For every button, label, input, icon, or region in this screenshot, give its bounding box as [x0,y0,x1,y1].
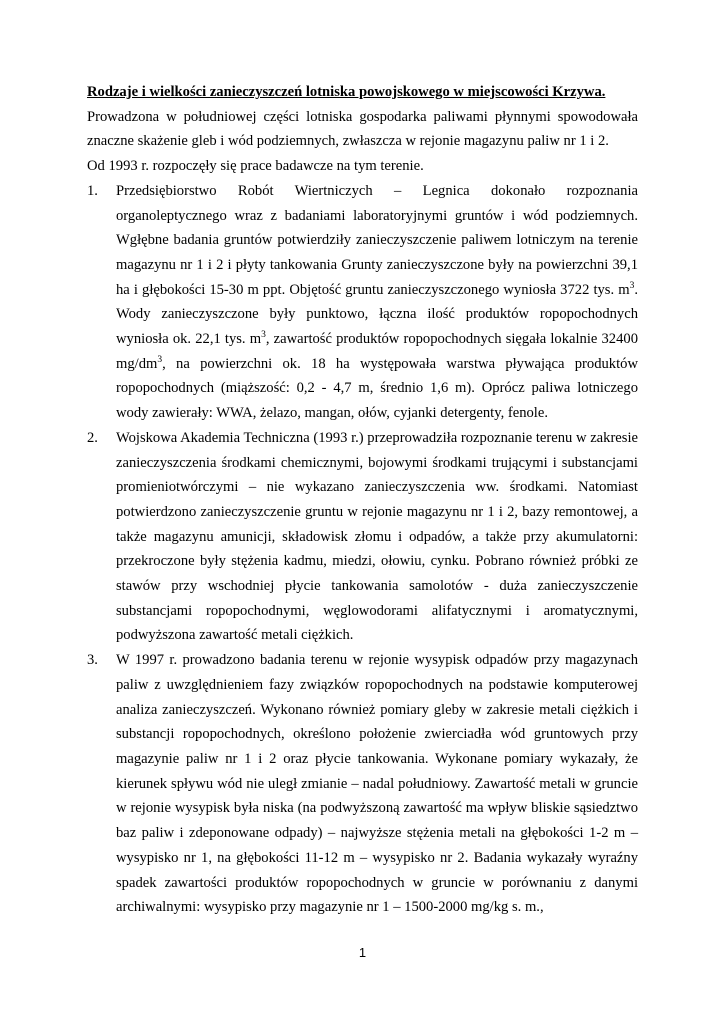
list-item-text: W 1997 r. prowadzono badania terenu w rejonie wysypisk odpadów przy magazynach paliw z uwzględnieniem fazy związków ropopochodnych na podstawie komputerowej analiza zanieczyszczeń. Wykonano również pomiary gleby w zakresie metali ciężkich i substancji ropopochodnych, określono położenie zwierciadła wód gruntowych przy magazynie paliw nr 1 i 2 oraz płycie tankowania. Wykonane pomiary wykazały, że kierunek spływu wód nie uległ zmianie – nadal południowy. Zawartość metali w gruncie w rejonie wysypisk była niska (na podwyższoną zawartość ma wpływ bliskie sąsiedztwo baz paliw i zdeponowane odpady) – najwyższe stężenia metali na głębokości 1-2 m – wysypisko nr 1, na głębokości 11-12 m – wysypisko nr 2. Badania wykazały wyraźny spadek zawartości produktów ropopochodnych w gruncie w porównaniu z danymi archiwalnymi: wysypisko przy magazynie nr 1 – 1500-2000 mg/kg s. m., [116,652,638,916]
list-item-text-part: . Wody zanieczyszczone były punktowo, łączna ilość produktów ropopochodnych wyniosła ok. 22,1 tys. m [116,281,638,348]
intro-paragraph-1: Prowadzona w południowej części lotniska gospodarka paliwami płynnymi spowodowała znaczne skażenie gleb i wód podziemnych, zwłaszcza w rejonie magazynu paliw nr 1 i 2. [87,108,638,150]
list-item-text: Wojskowa Akademia Techniczna (1993 r.) przeprowadziła rozpoznanie terenu w zakresie zanieczyszczenia środkami chemicznymi, bojowymi środkami trującymi i substancjami promieniotwórczymi – nie wykazano zanieczyszczenia ww. środkami. Natomiast potwierdzono zanieczyszczenie gruntu w rejonie magazynu nr 1 i 2, bazy remontowej, a także magazynu amunicji, składowisk złomu i odpadów, a także przy akumulatorni: przekroczone były stężenia kadmu, miedzi, ołowiu, cynku. Pobrano również próbki ze stawów przy wschodniej płycie tankowania samolotów - duża zanieczyszczenie substancjami ropopochodnymi, węglowodorami alifatycznymi i aromatycznymi, podwyższona zawartość metali ciężkich. [116,429,638,644]
list-item-text-part: Przedsiębiorstwo Robót Wiertniczych – Legnica dokonało rozpoznania organoleptycznego wraz z badaniami laboratoryjnymi gruntów i wód podziemnych. Wgłębne badania gruntów potwierdziły zanieczyszczenie paliwem lotniczym na terenie magazynu nr 1 i 2 i płyty tankowania Grunty zanieczyszczone były na powierzchni 39,1 ha i głębokości 15-30 m ppt. Objętość gruntu zanieczyszczonego wyniosła 3722 tys. m [116,182,638,298]
superscript: 3 [261,330,266,341]
list-item-text-part: , zawartość produktów ropopochodnych sięgała lokalnie 32400 mg/dm [116,331,638,372]
superscript: 3 [629,280,635,291]
document-title: Rodzaje i wielkości zanieczyszczeń lotniska powojskowego w miejscowości Krzywa. [87,84,606,100]
numbered-list [87,179,638,920]
superscript: 3 [157,354,163,365]
list-item-number: 3. [87,652,98,669]
list-item [87,426,638,648]
document-page [87,80,638,920]
list-item-number: 2. [87,429,98,446]
intro-paragraph-2: Od 1993 r. rozpoczęły się prace badawcze na tym terenie. [87,158,424,175]
list-item-text-part: , na powierzchni ok. 18 ha występowała warstwa pływająca produktów ropopochodnych (miąższość: 0,2 - 4,7 m, średnio 1,6 m). Oprócz paliwa lotniczego wody zawierały: WWA, żelazo, mangan, ołów, cyjanki detergenty, fenole. [116,355,638,422]
list-item [87,179,638,426]
page-number: 1 [358,945,367,960]
list-item-text [116,183,638,421]
list-item [87,648,638,920]
list-item-number: 1. [87,182,98,199]
